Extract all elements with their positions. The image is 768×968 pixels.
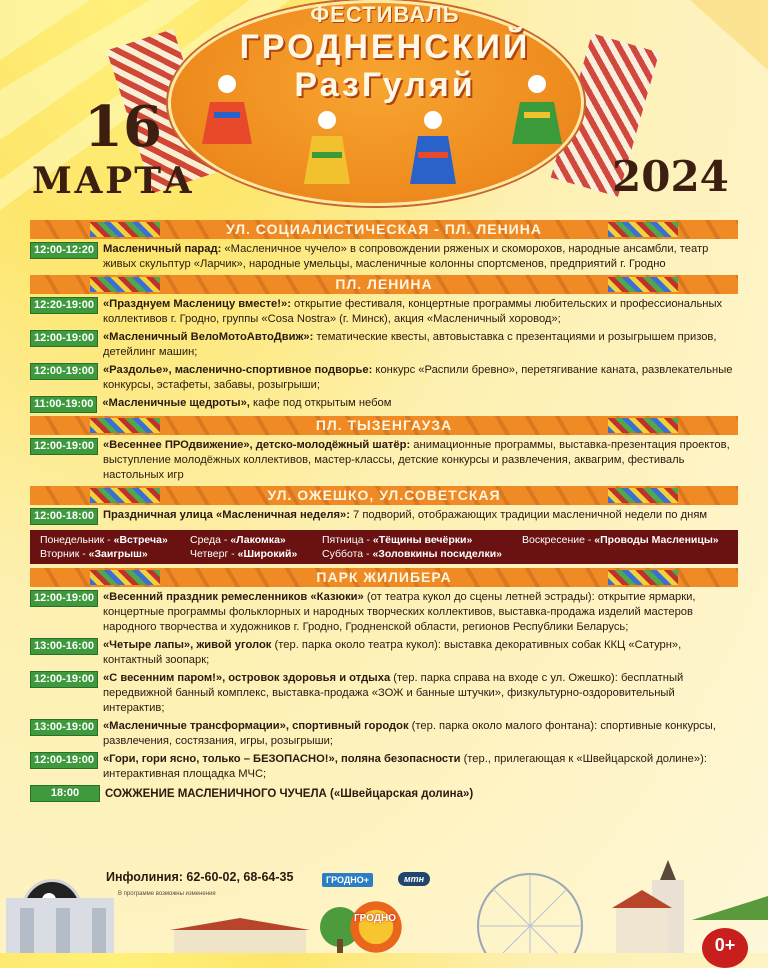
time-badge: 12:00-19:00 [30, 330, 98, 347]
time-badge: 18:00 [30, 785, 100, 802]
item-description [103, 330, 738, 360]
item-description [103, 508, 707, 525]
date-day: 16 [84, 94, 162, 160]
item-title: «Масленичные трансформации», спортивный городок [102, 720, 409, 732]
week-day-wednesday: Среда - «Лакомка» [190, 534, 286, 546]
item-description [103, 719, 738, 749]
time-badge: 12:00-19:00 [30, 438, 98, 455]
section-header [30, 568, 738, 587]
program-item [30, 719, 738, 749]
program-item [30, 752, 738, 782]
festival-title [225, 28, 545, 104]
item-text: (от театра кукол до сцены летней эстрады): открытие ярмарки, концертные программы фольклорных и народных творческих коллективов, выставка-продажа изделий мастеров народного творчества и художников г. Гродно, Гродненской области, регионов Республики Беларусь; [102, 591, 696, 633]
ferris-wheel-illustration [470, 866, 590, 953]
mtn-logo: мтн [398, 872, 430, 886]
dancer-figure-3 [406, 108, 460, 188]
infoline: Инфолиния: 62-60-02, 68-64-35 [106, 870, 294, 884]
age-rating-badge: 0+ [702, 928, 748, 968]
changes-note: В программе возможны изменения [118, 891, 216, 897]
building-illustration-bottom-left [0, 878, 120, 953]
item-title: «Весенний праздник ремесленников «Казюки» [102, 591, 364, 603]
program-content [30, 217, 738, 802]
item-title: «Четыре лапы», живой уголок [102, 639, 272, 651]
building-illustration-left [170, 918, 310, 953]
program-item [30, 363, 738, 393]
item-text: (тер. парка около малого фонтана): спортивные конкурсы, развлечения, состязания, игры, розыгрыши; [102, 720, 716, 747]
item-text: «Масленичное чучело» в сопровождении ряженых и скоморохов, народные ансамбли, театр живых скульптур «Ларчик», народные умельцы, масленичные колонны спортсменов, предприятий г. Гродно [102, 243, 709, 270]
item-description [103, 363, 738, 393]
date-month: МАРТА [32, 160, 195, 202]
maslenitsa-week-table [30, 530, 738, 564]
item-title: «Масленичный ВелоМотоАвтоДвиж»: [102, 331, 314, 343]
section-title: УЛ. ОЖЕШКО, УЛ.СОВЕТСКАЯ [267, 487, 501, 503]
item-text: кафе под открытым небом [249, 397, 392, 409]
item-text: тематические квесты, автовыставка с презентациями и розыгрышем призов, детейлинг машин; [102, 331, 717, 358]
time-badge: 12:00-18:00 [30, 508, 98, 525]
time-badge: 11:00-19:00 [30, 396, 97, 413]
time-badge: 12:00-19:00 [30, 590, 98, 607]
grodno-city-logo-text: ГРОДНО [354, 913, 396, 924]
program-item [30, 671, 738, 716]
item-title: «Весеннее ПРОдвижение», детско-молодёжный шатёр: [102, 439, 411, 451]
program-item [30, 396, 738, 413]
time-badge: 12:00-12:20 [30, 242, 98, 259]
festival-title-line1: ГРОДНЕНСКИЙ [239, 28, 531, 66]
section-header [30, 220, 738, 239]
section-title: ПЛ. ЛЕНИНА [335, 276, 433, 292]
week-day-monday: Понедельник - «Встреча» [40, 534, 168, 546]
item-text: конкурс «Распили бревно», перетягивание каната, развлекательные конкурсы, эстафеты, забавы, розыгрыши; [102, 364, 733, 391]
program-item [30, 297, 738, 327]
time-badge: 12:00-19:00 [30, 671, 98, 688]
item-title: «Гори, гори ясно, только – БЕЗОПАСНО!», поляна безопасности [102, 753, 461, 765]
section-title: ПАРК ЖИЛИБЕРА [316, 569, 452, 585]
item-description [103, 590, 738, 635]
program-item [30, 638, 738, 668]
festival-title-line2: РазГуляй [294, 66, 476, 104]
section-title: ПЛ. ТЫЗЕНГАУЗА [315, 417, 453, 433]
time-badge: 13:00-16:00 [30, 638, 98, 655]
item-title: Масленичный парад: [102, 243, 222, 255]
item-title: Праздничная улица «Масленичная неделя»: [102, 509, 350, 521]
dancer-figure-1 [200, 72, 254, 152]
grodno-plus-logo: ГРОДНО+ [322, 873, 373, 887]
item-text: 7 подворий, отображающих традиции масленичной недели по дням [349, 509, 708, 521]
section-header [30, 275, 738, 294]
grodno-city-logo [346, 897, 406, 957]
week-day-sunday: Воскресение - «Проводы Масленицы» [522, 534, 719, 546]
item-description [103, 638, 738, 668]
week-day-saturday: Суббота - «Золовкины посиделки» [322, 548, 502, 560]
time-badge: 12:00-19:00 [30, 752, 98, 769]
time-badge: 12:20-19:00 [30, 297, 98, 314]
item-description [103, 242, 738, 272]
section-header [30, 416, 738, 435]
date-year: 2024 [612, 152, 729, 201]
item-description [103, 752, 738, 782]
item-text: анимационные программы, выставка-презентация проектов, выступление молодёжных коллективов, мастер-классы, детские конкурсы и развлечения, аквагрим, фестиваль настольных игр [102, 439, 730, 481]
program-item [30, 438, 738, 483]
festival-label: ФЕСТИВАЛЬ [310, 2, 460, 27]
week-day-thursday: Четверг - «Широкий» [190, 548, 298, 560]
section-header [30, 486, 738, 505]
burning-effigy-text: СОЖЖЕНИЕ МАСЛЕНИЧНОГО ЧУЧЕЛА («Швейцарская долина») [105, 787, 474, 800]
item-title: «С весенним паром!», островок здоровья и отдыха [102, 672, 391, 684]
item-title: «Масленичные щедроты», [102, 397, 250, 409]
item-description [103, 297, 738, 327]
item-text: (тер. парка справа на входе с ул. Ожешко): бесплатный передвижной банный комплекс, выставка-продажа «ЗОЖ и банные штучки», физкультурно-оздоровительный интерактив; [102, 672, 684, 714]
item-title: «Празднуем Масленицу вместе!»: [102, 298, 291, 310]
program-item [30, 242, 738, 272]
item-description [103, 671, 738, 716]
item-description [102, 396, 391, 413]
item-text: открытие фестиваля, концертные программы любительских и профессиональных коллективов г. Гродно, группы «Cosa Nostra» (г. Минск), акция «Масленичный хоровод»; [102, 298, 723, 325]
section-title: УЛ. СОЦИАЛИСТИЧЕСКАЯ - ПЛ. ЛЕНИНА [226, 221, 542, 237]
dancer-figure-4 [510, 72, 564, 152]
time-badge: 13:00-19:00 [30, 719, 98, 736]
program-item [30, 330, 738, 360]
program-item [30, 508, 738, 525]
item-text: (тер. парка около театра кукол): выставка декоративных собак ККЦ «Сатурн», контактный зоопарк; [102, 639, 682, 666]
item-text: (тер., прилегающая к «Швейцарской долине»): интерактивная площадка МЧС; [102, 753, 707, 780]
dancer-figure-2 [300, 108, 354, 188]
item-title: «Раздолье», масленично-спортивное подворье: [102, 364, 373, 376]
item-description [103, 438, 738, 483]
burning-effigy-event [30, 785, 738, 802]
week-day-tuesday: Вторник - «Заигрыш» [40, 548, 148, 560]
time-badge: 12:00-19:00 [30, 363, 98, 380]
program-item [30, 590, 738, 635]
week-day-friday: Пятница - «Тёщины вечёрки» [322, 534, 473, 546]
